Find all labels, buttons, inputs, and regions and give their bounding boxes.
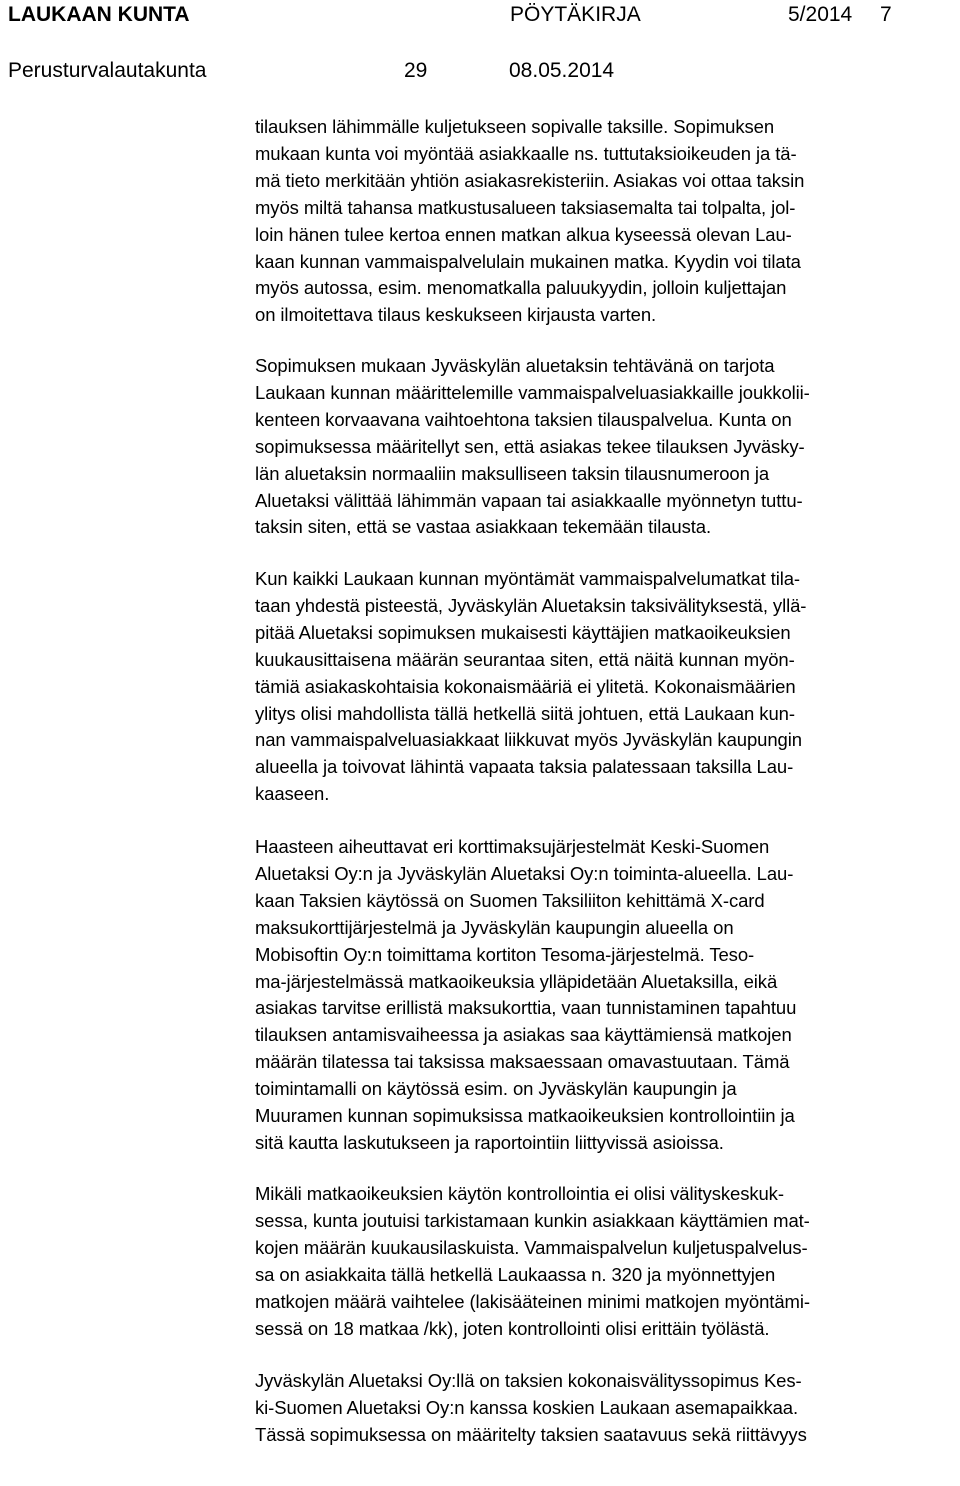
text-line: loin hänen tulee kertoa ennen matkan alkua kyseessä olevan Lau-: [255, 223, 792, 245]
text-line: pitää Aluetaksi sopimuksen mukaisesti käyttäjien matkaoikeuksien: [255, 621, 791, 643]
paragraph-5: [255, 1181, 955, 1342]
text-line: sopimuksessa määritellyt sen, että asiakas tekee tilauksen Jyväsky-: [255, 435, 805, 457]
text-line: alueella ja toivovat lähintä vapaata taksia palatessaan taksilla Lau-: [255, 756, 794, 778]
text-line: sitä kautta laskutukseen ja raportointiin liittyvissä asioissa.: [255, 1131, 724, 1153]
text-line: myös autossa, esim. menomatkalla paluukyydin, jolloin kuljettajan: [255, 277, 787, 299]
text-line: taan yhdestä pisteestä, Jyväskylän Aluetaksin taksivälityksestä, yllä-: [255, 594, 807, 616]
text-line: Laukaan kunnan määrittelemille vammaispalveluasiakkaille joukkolii-: [255, 381, 810, 403]
text-line: nan vammaispalveluasiakkaat liikkuvat myös Jyväskylän kaupungin: [255, 729, 802, 751]
text-line: sessä on 18 matkaa /kk), joten kontrollointi olisi erittäin työlästä.: [255, 1317, 770, 1339]
text-line: ma-järjestelmässä matkaoikeuksia ylläpidetään Aluetaksilla, eikä: [255, 970, 778, 992]
meeting-date: 08.05.2014: [509, 59, 615, 82]
text-line: myös miltä tahansa matkustusalueen taksiasemalta tai tolpalta, jol-: [255, 196, 796, 218]
text-line: Jyväskylän Aluetaksi Oy:llä on taksien kokonaisvälityssopimus Kes-: [255, 1370, 802, 1391]
paragraph-2: [255, 353, 955, 541]
text-line: Tässä sopimuksessa on määritelty taksien saatavuus sekä riittävyys: [255, 1423, 807, 1445]
board-name: Perusturvalautakunta: [8, 59, 207, 82]
text-line: mukaan kunta voi myöntää asiakkaalle ns. tuttutaksioikeuden ja tä-: [255, 142, 797, 164]
text-line: Sopimuksen mukaan Jyväskylän aluetaksin tehtävänä on tarjota: [255, 355, 775, 376]
text-line: on ilmoitettava tilaus keskukseen kirjausta varten.: [255, 304, 657, 326]
paragraph-6: [255, 1368, 955, 1449]
text-line: tämiä asiakaskohtaisia kokonaismääriä ei ylitetä. Kokonaismäärien: [255, 675, 796, 697]
text-line: sa on asiakkaita tällä hetkellä Laukaassa n. 320 ja myönnettyjen: [255, 1263, 776, 1285]
text-line: sessa, kunta joutuisi tarkistamaan kunkin asiakkaan käyttämien mat-: [255, 1209, 810, 1231]
organization-name: LAUKAAN KUNTA: [8, 3, 190, 26]
text-line: kuukausittaisena määrän seurantaa siten, että näitä kunnan myön-: [255, 648, 795, 670]
text-line: Kun kaikki Laukaan kunnan myöntämät vammaispalvelumatkat tila-: [255, 568, 800, 589]
text-line: toimintamalli on käytössä esim. on Jyväskylän kaupungin ja: [255, 1078, 737, 1100]
page-number: 7: [880, 3, 892, 26]
paragraph-1: [255, 114, 955, 329]
text-line: matkojen määrä vaihtelee (lakisääteinen minimi matkojen myöntämi-: [255, 1290, 810, 1312]
text-line: tilauksen antamisvaiheessa ja asiakas saa käyttämiensä matkojen: [255, 1024, 792, 1046]
text-line: Mikäli matkaoikeuksien käytön kontrollointia ei olisi välityskeskuk-: [255, 1183, 784, 1204]
text-line: Haasteen aiheuttavat eri korttimaksujärjestelmät Keski-Suomen: [255, 836, 770, 857]
text-line: kaan Taksien käytössä on Suomen Taksiliiton kehittämä X-card: [255, 889, 765, 911]
text-line: maksukorttijärjestelmä ja Jyväskylän kaupungin alueella on: [255, 916, 734, 938]
text-line: taksin siten, että se vastaa asiakkaan tekemään tilausta.: [255, 516, 712, 538]
text-line: asiakas tarvitse erillistä maksukorttia, vaan tunnistaminen tapahtuu: [255, 997, 797, 1019]
text-line: ki-Suomen Aluetaksi Oy:n kanssa koskien Laukaan asemapaikkaa.: [255, 1396, 799, 1418]
text-line: Mobisoftin Oy:n toimittama kortiton Tesoma-järjestelmä. Teso-: [255, 943, 755, 965]
text-line: ylitys olisi mahdollista tällä hetkellä siitä johtuen, että Laukaan kun-: [255, 702, 795, 724]
text-line: Aluetaksi välittää lähimmän vapaan tai asiakkaalle myönnetyn tuttu-: [255, 489, 803, 511]
text-line: mä tieto merkitään yhtiön asiakasrekisteriin. Asiakas voi ottaa taksin: [255, 169, 805, 191]
paragraph-4: [255, 834, 955, 1157]
text-line: kaaseen.: [255, 783, 330, 805]
text-line: määrän tilatessa tai taksissa maksaessaan omavastuutaan. Tämä: [255, 1051, 790, 1073]
text-line: kojen määrän kuukausilaskuista. Vammaispalvelun kuljetuspalvelus-: [255, 1236, 808, 1258]
text-line: Aluetaksi Oy:n ja Jyväskylän Aluetaksi Oy:n toiminta-alueella. Lau-: [255, 862, 794, 884]
section-number: 29: [404, 59, 428, 82]
document-type: PÖYTÄKIRJA: [510, 3, 641, 26]
document-number: 5/2014: [788, 3, 853, 26]
text-line: kaan kunnan vammaispalvelulain mukainen matka. Kyydin voi tilata: [255, 250, 801, 272]
text-line: Muuramen kunnan sopimuksissa matkaoikeuksien kontrollointiin ja: [255, 1105, 795, 1127]
text-line: tilauksen lähimmälle kuljetukseen sopivalle taksille. Sopimuksen: [255, 116, 775, 137]
text-line: län aluetaksin normaaliin maksulliseen taksin tilausnumeroon ja: [255, 462, 770, 484]
paragraph-3: [255, 566, 955, 808]
text-line: kenteen korvaavana vaihtoehtona taksien tilauspalvelua. Kunta on: [255, 408, 792, 430]
